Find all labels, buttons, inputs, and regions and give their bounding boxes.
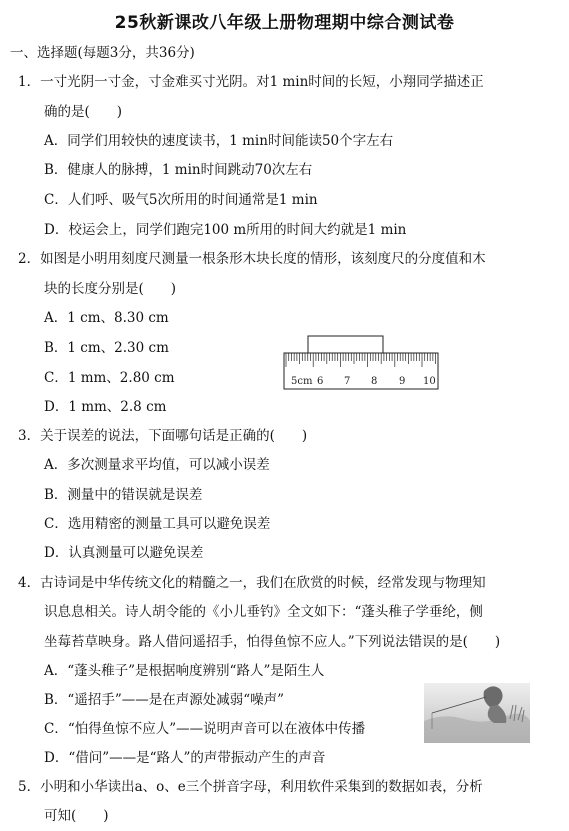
question-4-stem: 4．古诗词是中华传统文化的精髓之一，我们在欣赏的时候，经常发现与物理知 bbox=[18, 575, 486, 591]
question-1-stem: 1．一寸光阴一寸金，寸金难买寸光阴。对1 min时间的长短，小翔同学描述正 bbox=[18, 74, 484, 90]
question-2-stem-cont: 块的长度分别是( ) bbox=[44, 281, 177, 297]
question-2-option-a: A．1 cm、8.30 cm bbox=[44, 310, 169, 326]
ruler-label-9: 9 bbox=[399, 376, 406, 387]
question-4-stem-cont-2: 坐莓苔草映身。路人借问遥招手，怕得鱼惊不应人。”下列说法错误的是( ) bbox=[44, 634, 501, 650]
question-3-option-a: A．多次测量求平均值，可以减小误差 bbox=[44, 457, 270, 473]
question-3-option-d: D．认真测量可以避免误差 bbox=[44, 545, 204, 561]
question-2-stem: 2．如图是小明用刻度尺测量一根条形木块长度的情形，该刻度尺的分度值和木 bbox=[18, 251, 486, 267]
page-title: 25秋新课改八年级上册物理期中综合测试卷 bbox=[114, 13, 455, 33]
question-2-option-b: B．1 cm、2.30 cm bbox=[44, 340, 169, 356]
question-5-stem: 5．小明和小华读出a、o、e三个拼音字母，利用软件采集到的数据如表，分析 bbox=[18, 779, 483, 795]
ruler-figure bbox=[282, 334, 442, 394]
section-heading: 一、选择题(每题3分，共36分) bbox=[10, 45, 195, 61]
question-3-option-b: B．测量中的错误就是误差 bbox=[44, 487, 203, 503]
question-2-option-d: D．1 mm、2.8 cm bbox=[44, 399, 167, 415]
fishing-child-illustration bbox=[424, 683, 530, 743]
question-4-stem-cont-1: 识息息相关。诗人胡令能的《小儿垂钓》全文如下：“蓬头稚子学垂纶，侧 bbox=[44, 604, 483, 620]
question-5-stem-cont: 可知( ) bbox=[44, 808, 109, 824]
question-1-option-b: B．健康人的脉搏，1 min时间跳动70次左右 bbox=[44, 162, 313, 178]
ruler-label-5cm: 5cm bbox=[291, 376, 313, 387]
question-3-stem: 3．关于误差的说法，下面哪句话是正确的( ) bbox=[18, 428, 308, 444]
question-4-option-d: D．“借问”——是“路人”的声带振动产生的声音 bbox=[44, 750, 326, 766]
ruler-label-6: 6 bbox=[317, 376, 324, 387]
ruler-label-10: 10 bbox=[423, 376, 436, 387]
question-2-option-c: C．1 mm、2.80 cm bbox=[44, 370, 175, 386]
question-1-option-d: D．校运会上，同学们跑完100 m所用的时间大约就是1 min bbox=[44, 222, 407, 238]
wood-block bbox=[308, 336, 383, 353]
question-4-option-a: A．“蓬头稚子”是根据响度辨别“路人”是陌生人 bbox=[44, 663, 325, 679]
question-4-option-b: B．“遥招手”——是在声源处减弱“噪声” bbox=[44, 692, 285, 708]
ruler-label-7: 7 bbox=[344, 376, 351, 387]
question-3-option-c: C．选用精密的测量工具可以避免误差 bbox=[44, 516, 271, 532]
question-1-option-a: A．同学们用较快的速度读书，1 min时间能读50个字左右 bbox=[44, 133, 394, 149]
question-1-option-c: C．人们呼、吸气5次所用的时间通常是1 min bbox=[44, 192, 318, 208]
question-1-stem-cont: 确的是( ) bbox=[44, 104, 123, 120]
ruler-ticks bbox=[286, 353, 436, 367]
ruler-label-8: 8 bbox=[371, 376, 378, 387]
question-4-option-c: C．“怕得鱼惊不应人”——说明声音可以在液体中传播 bbox=[44, 721, 366, 737]
